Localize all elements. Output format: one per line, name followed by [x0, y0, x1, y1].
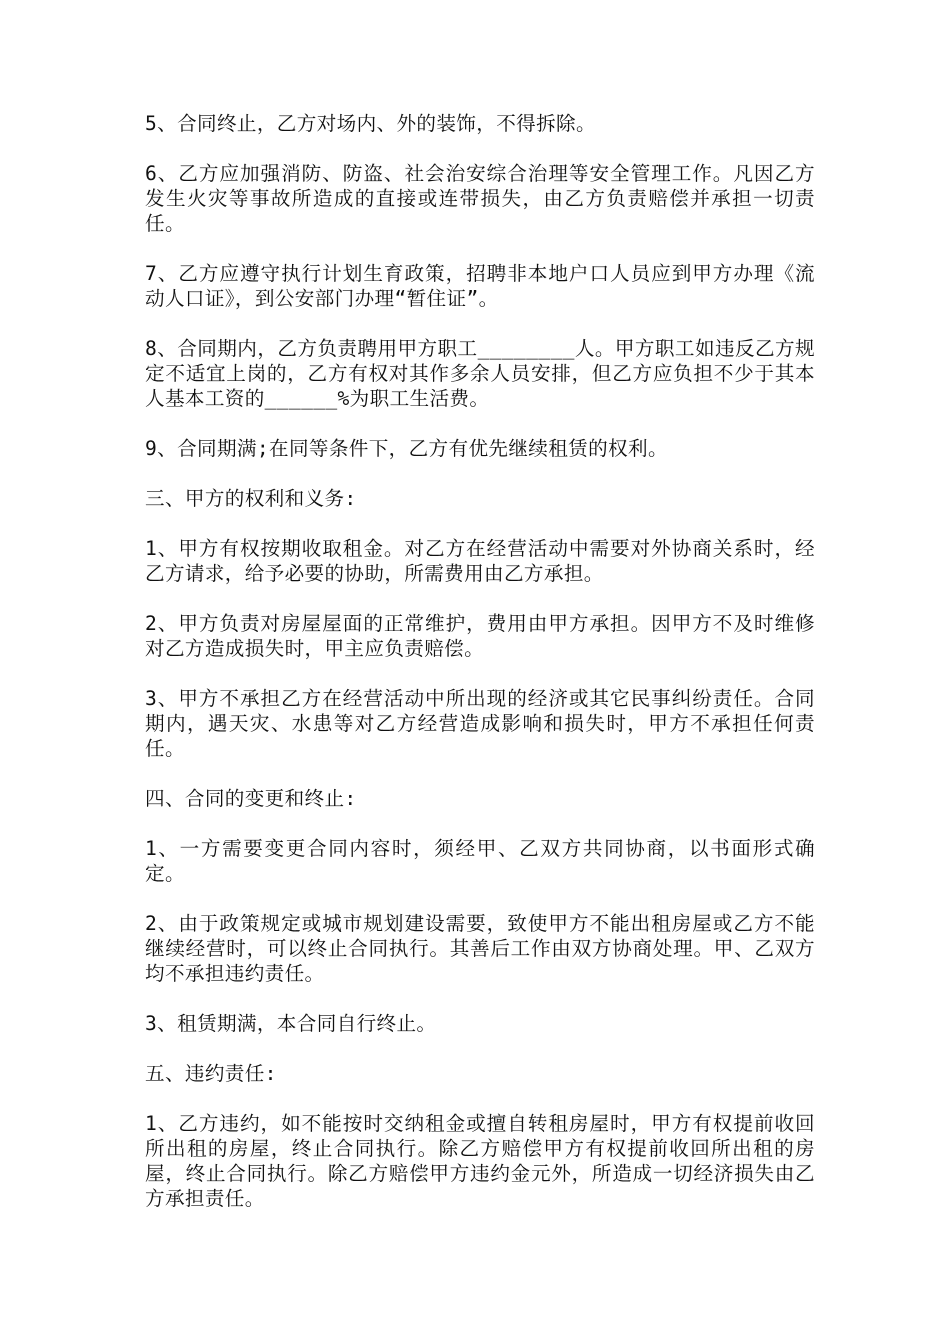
party-a-clause-3: 3、甲方不承担乙方在经营活动中所出现的经济或其它民事纠纷责任。合同期内，遇天灾、水患等对乙方经营造成影响和损失时，甲方不承担任何责任。 [145, 687, 815, 760]
clause-9-renewal-priority: 9、合同期满;在同等条件下，乙方有优先继续租赁的权利。 [145, 437, 668, 460]
party-a-clause-1: 1、甲方有权按期收取租金。对乙方在经营活动中需要对外协商关系时，经乙方请求，给予必要的协助，所需费用由乙方承担。 [145, 537, 815, 585]
clause-8-staff-employment: 8、合同期内，乙方负责聘用甲方职工________人。甲方职工如违反乙方规定不适宜上岗的，乙方有权对其作多余人员安排，但乙方应负担不少于其本人基本工资的______%为职工生活费。 [145, 337, 815, 410]
change-clause-3: 3、租赁期满，本合同自行终止。 [145, 1012, 437, 1035]
document-body [145, 111, 815, 1236]
change-clause-2: 2、由于政策规定或城市规划建设需要，致使甲方不能出租房屋或乙方不能继续经营时，可以终止合同执行。其善后工作由双方协商处理。甲、乙双方均不承担违约责任。 [145, 912, 815, 985]
change-clause-1: 1、一方需要变更合同内容时，须经甲、乙双方共同协商，以书面形式确定。 [145, 837, 815, 885]
section-heading-contract-change: 四、合同的变更和终止: [145, 787, 357, 810]
clause-5-termination-decoration: 5、合同终止，乙方对场内、外的装饰，不得拆除。 [145, 112, 596, 135]
breach-clause-1: 1、乙方违约，如不能按时交纳租金或擅自转租房屋时，甲方有权提前收回所出租的房屋，终止合同执行。除乙方赔偿甲方有权提前收回所出租的房屋，终止合同执行。除乙方赔偿甲方违约金元外，所造成一切经济损失由乙方承担责任。 [145, 1112, 815, 1210]
party-a-clause-2: 2、甲方负责对房屋屋面的正常维护，费用由甲方承担。因甲方不及时维修对乙方造成损失时，甲主应负责赔偿。 [145, 612, 815, 660]
clause-6-safety-management: 6、乙方应加强消防、防盗、社会治安综合治理等安全管理工作。凡因乙方发生火灾等事故所造成的直接或连带损失，由乙方负责赔偿并承担一切责任。 [145, 162, 815, 235]
section-heading-breach-liability: 五、违约责任: [145, 1062, 277, 1085]
clause-7-family-planning: 7、乙方应遵守执行计划生育政策，招聘非本地户口人员应到甲方办理《流动人口证》，到公安部门办理“暂住证”。 [145, 262, 815, 310]
section-heading-party-a-rights: 三、甲方的权利和义务: [145, 487, 357, 510]
